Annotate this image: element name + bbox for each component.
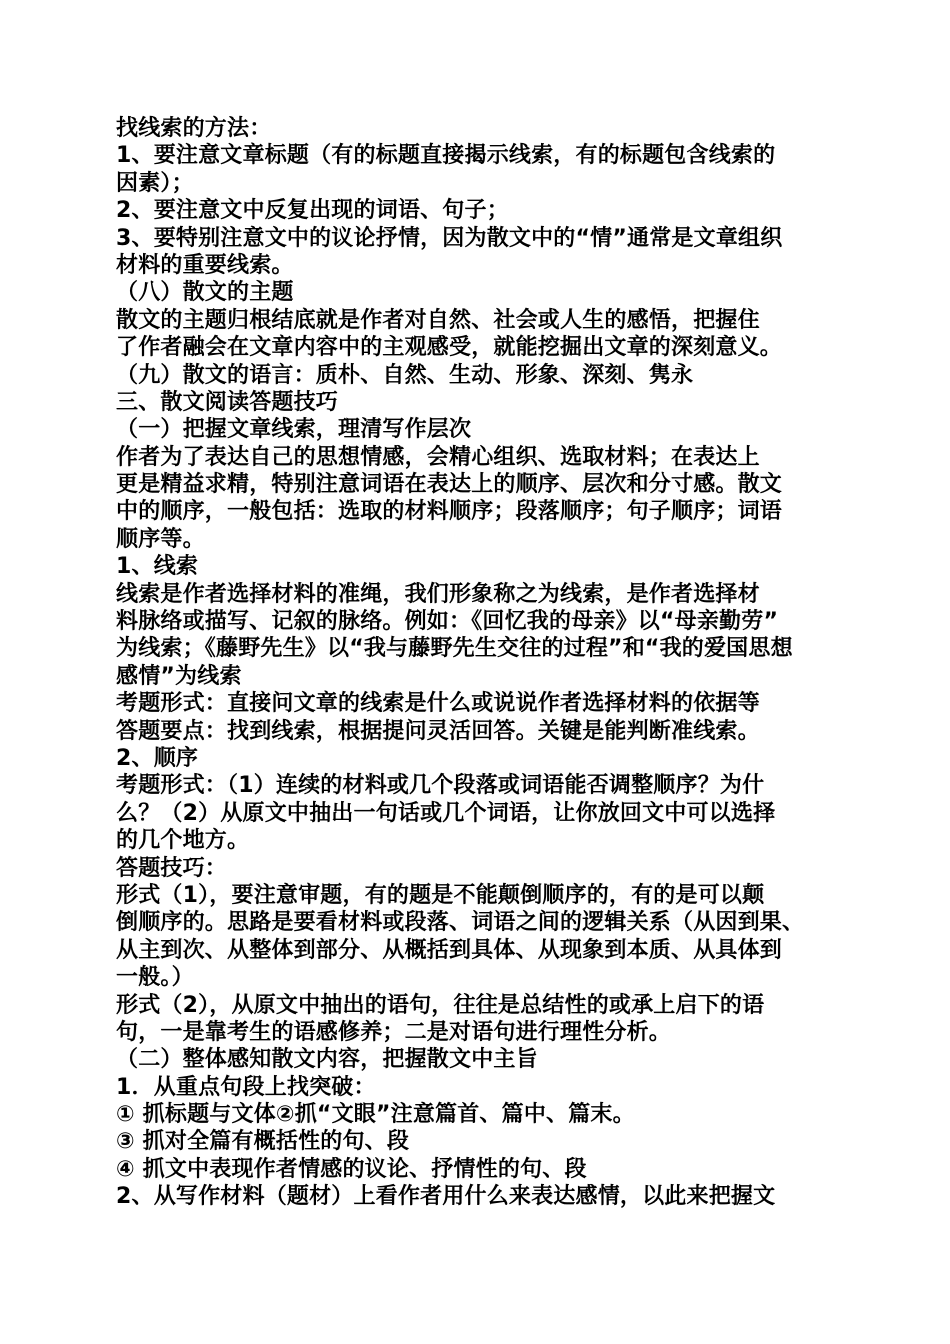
text-line: 1、要注意文章标题（有的标题直接揭示线索，有的标题包含线索的 xyxy=(116,143,776,169)
text-line: 1．从重点句段上找突破： xyxy=(116,1074,376,1100)
text-line: 从主到次、从整体到部分、从概括到具体、从现象到本质、从具体到 xyxy=(116,937,783,963)
text-line: 散文的主题归根结底就是作者对自然、社会或人生的感悟，把握住 xyxy=(116,307,760,333)
text-line: 为线索；《藤野先生》以“我与藤野先生交往的过程”和“我的爱国思想 xyxy=(116,636,793,662)
text-line: 考题形式：直接问文章的线索是什么或说说作者选择材料的依据等 xyxy=(116,691,760,717)
text-line: 中的顺序，一般包括：选取的材料顺序；段落顺序；句子顺序；词语 xyxy=(116,499,783,525)
text-line: 因素）； xyxy=(116,170,194,196)
text-line: 句，一是靠考生的语感修养；二是对语句进行理性分析。 xyxy=(116,1019,672,1045)
text-line: 材料的重要线索。 xyxy=(116,252,294,278)
text-line: 形式（2），从原文中抽出的语句，往往是总结性的或承上启下的语 xyxy=(116,992,765,1018)
text-line: 3、要特别注意文中的议论抒情，因为散文中的“情”通常是文章组织 xyxy=(116,225,783,251)
section-heading: （一）把握文章线索，理清写作层次 xyxy=(116,417,472,443)
text-line: 作者为了表达自己的思想情感，会精心组织、选取材料；在表达上 xyxy=(116,444,760,470)
text-line: 料脉络或描写、记叙的脉络。例如：《回忆我的母亲》以“母亲勤劳” xyxy=(116,609,779,635)
text-line: 一般。） xyxy=(116,965,194,991)
text-line: 2、要注意文中反复出现的词语、句子； xyxy=(116,198,509,224)
text-line: 更是精益求精，特别注意词语在表达上的顺序、层次和分寸感。散文 xyxy=(116,472,783,498)
section-heading: 三、散文阅读答题技巧 xyxy=(116,389,339,415)
text-line: 答题技巧： xyxy=(116,855,228,881)
text-line: 么？（2）从原文中抽出一句话或几个词语，让你放回文中可以选择 xyxy=(116,800,776,826)
text-line: 的几个地方。 xyxy=(116,828,250,854)
text-line: 了作者融会在文章内容中的主观感受，就能挖掘出文章的深刻意义。 xyxy=(116,335,783,361)
text-line: ③ 抓对全篇有概括性的句、段 xyxy=(116,1129,410,1155)
text-line: 2、从写作材料（题材）上看作者用什么来表达感情，以此来把握文 xyxy=(116,1184,776,1210)
section-heading: （二）整体感知散文内容，把握散文中主旨 xyxy=(116,1047,538,1073)
text-line: 线索是作者选择材料的准绳，我们形象称之为线索，是作者选择材 xyxy=(116,581,760,607)
text-line: ④ 抓文中表现作者情感的议论、抒情性的句、段 xyxy=(116,1156,587,1182)
text-line: ① 抓标题与文体②抓“文眼”注意篇首、篇中、篇末。 xyxy=(116,1102,635,1128)
subsection-heading: 1、线索 xyxy=(116,554,199,580)
section-heading: （八）散文的主题 xyxy=(116,280,294,306)
section-heading: （九）散文的语言：质朴、自然、生动、形象、深刻、隽永 xyxy=(116,362,694,388)
text-line: 考题形式：（1）连续的材料或几个段落或词语能否调整顺序？为什 xyxy=(116,773,765,799)
text-line: 倒顺序的。思路是要看材料或段落、词语之间的逻辑关系（从因到果、 xyxy=(116,910,805,936)
text-line: 感情”为线索 xyxy=(116,663,242,689)
text-line: 顺序等。 xyxy=(116,526,205,552)
document-body xyxy=(116,115,851,1211)
text-line: 找线索的方法： xyxy=(116,116,272,141)
subsection-heading: 2、顺序 xyxy=(116,745,199,771)
text-line: 形式（1），要注意审题，有的题是不能颠倒顺序的，有的是可以颠 xyxy=(116,882,765,908)
text-line: 答题要点：找到线索，根据提问灵活回答。关键是能判断准线索。 xyxy=(116,718,760,744)
